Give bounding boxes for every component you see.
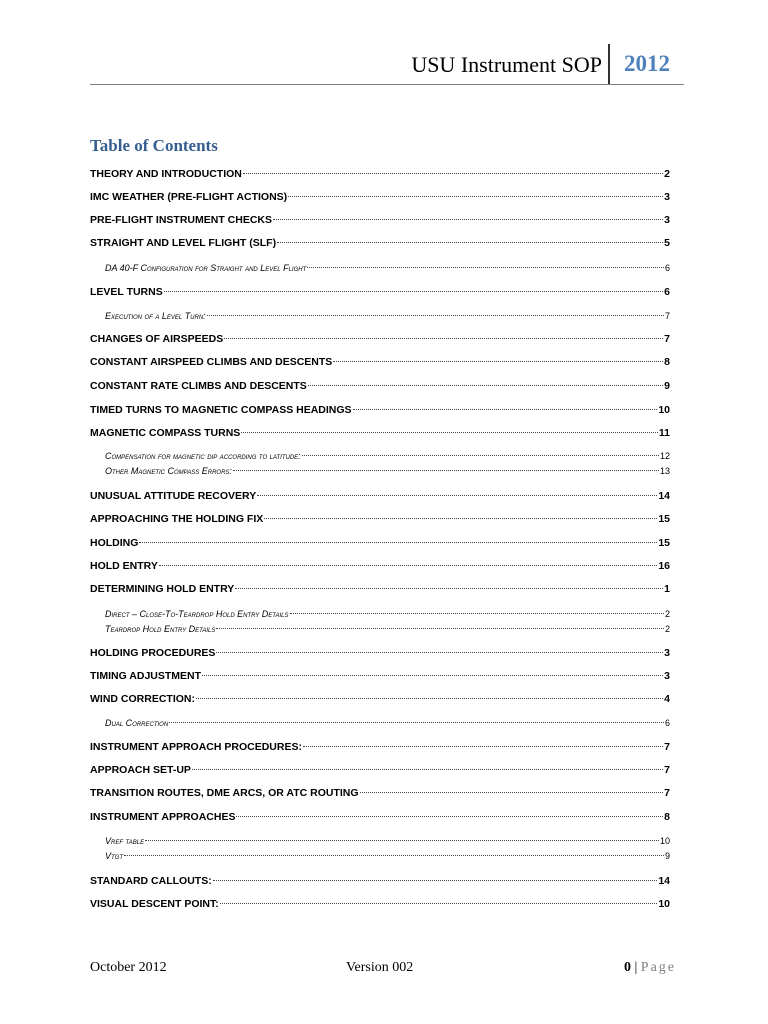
toc-subentry[interactable]: [105, 466, 670, 476]
toc-subentry[interactable]: [105, 609, 670, 619]
toc-entry-label: IMC WEATHER (PRE-FLIGHT ACTIONS): [90, 191, 288, 203]
toc-entry-page: 14: [658, 490, 670, 502]
toc-dot-leader: [164, 291, 663, 292]
toc-entry-label: INSTRUMENT APPROACH PROCEDURES:: [90, 741, 302, 753]
footer-version: Version 002: [346, 960, 414, 975]
toc-dot-leader: [139, 542, 657, 543]
toc-dot-leader: [145, 840, 659, 841]
toc-entry-label: TRANSITION ROUTES, DME ARCS, OR ATC ROUTING: [90, 787, 359, 799]
toc-entry[interactable]: [90, 404, 670, 416]
toc-entry[interactable]: [90, 237, 670, 249]
toc-entry-label: HOLDING: [90, 537, 139, 549]
footer-date: October 2012: [90, 960, 167, 975]
toc-dot-leader: [302, 455, 659, 456]
toc-entry-page: 1: [664, 583, 670, 595]
toc-entry-label: WIND CORRECTION:: [90, 693, 195, 705]
toc-dot-leader: [241, 432, 658, 433]
toc-entry[interactable]: [90, 741, 670, 753]
toc-dot-leader: [233, 470, 659, 471]
toc-entry[interactable]: [90, 168, 670, 180]
toc-entry[interactable]: [90, 490, 670, 502]
toc-dot-leader: [288, 196, 663, 197]
toc-entry-label: STRAIGHT AND LEVEL FLIGHT (SLF): [90, 237, 277, 249]
toc-entry-label: Teardrop Hold Entry Details: [105, 624, 216, 634]
toc-entry-label: STANDARD CALLOUTS:: [90, 875, 212, 887]
toc-dot-leader: [277, 242, 663, 243]
toc-entry-page: 6: [664, 286, 670, 298]
toc-dot-leader: [353, 409, 658, 410]
toc-entry-label: INSTRUMENT APPROACHES: [90, 811, 236, 823]
toc-dot-leader: [159, 565, 657, 566]
toc-entry[interactable]: [90, 811, 670, 823]
toc-entry[interactable]: [90, 380, 670, 392]
toc-entry-label: Execution of a Level Turn:: [105, 311, 206, 321]
toc-entry[interactable]: [90, 537, 670, 549]
page-number: 0: [623, 960, 631, 975]
toc-entry-label: VISUAL DESCENT POINT:: [90, 898, 219, 910]
toc-dot-leader: [216, 628, 664, 629]
toc-entry-page: 6: [664, 263, 670, 273]
toc-entry[interactable]: [90, 764, 670, 776]
toc-entry[interactable]: [90, 356, 670, 368]
toc-dot-leader: [264, 518, 657, 519]
toc-entry[interactable]: [90, 513, 670, 525]
toc-entry-label: CONSTANT AIRSPEED CLIMBS AND DESCENTS: [90, 356, 333, 368]
document-year: 2012: [624, 51, 670, 76]
toc-entry-page: 9: [664, 380, 670, 392]
toc-entry[interactable]: [90, 427, 670, 439]
toc-entry[interactable]: [90, 898, 670, 910]
toc-dot-leader: [308, 385, 663, 386]
header-divider: [608, 44, 610, 84]
toc-entry-page: 10: [658, 404, 670, 416]
toc-subentry[interactable]: [105, 263, 670, 273]
toc-entry-page: 2: [664, 609, 670, 619]
toc-dot-leader: [169, 722, 664, 723]
toc-dot-leader: [236, 816, 663, 817]
toc-dot-leader: [243, 173, 663, 174]
toc-entry-label: TIMED TURNS TO MAGNETIC COMPASS HEADINGS: [90, 404, 352, 416]
toc-entry-page: 3: [664, 214, 670, 226]
toc-entry-page: 9: [664, 851, 670, 861]
toc-entry-page: 8: [664, 356, 670, 368]
toc-dot-leader: [216, 652, 663, 653]
toc-entry-page: 7: [664, 333, 670, 345]
toc-entry[interactable]: [90, 787, 670, 799]
toc-dot-leader: [303, 746, 663, 747]
toc-dot-leader: [207, 315, 664, 316]
toc-subentry[interactable]: [105, 624, 670, 634]
toc-dot-leader: [224, 338, 663, 339]
toc-entry-label: CONSTANT RATE CLIMBS AND DESCENTS: [90, 380, 307, 392]
toc-entry-page: 3: [664, 670, 670, 682]
toc-entry-label: THEORY AND INTRODUCTION: [90, 168, 242, 180]
toc-dot-leader: [213, 880, 658, 881]
toc-entry-label: DETERMINING HOLD ENTRY: [90, 583, 235, 595]
toc-entry-label: PRE-FLIGHT INSTRUMENT CHECKS: [90, 214, 272, 226]
toc-entry-label: DA 40-F Configuration for Straight and Level Flight: [105, 263, 307, 273]
document-title: USU Instrument SOP: [411, 52, 602, 77]
toc-dot-leader: [196, 698, 663, 699]
toc-dot-leader: [202, 675, 663, 676]
toc-entry-page: 6: [664, 718, 670, 728]
toc-dot-leader: [290, 613, 664, 614]
toc-entry[interactable]: [90, 875, 670, 887]
toc-dot-leader: [235, 588, 663, 589]
toc-entry-label: Direct – Close-To-Teardrop Hold Entry Details: [105, 609, 289, 619]
toc-heading: Table of Contents: [90, 136, 218, 155]
toc-dot-leader: [307, 267, 664, 268]
toc-entry-page: 12: [659, 451, 670, 461]
toc-entry-page: 3: [664, 191, 670, 203]
toc-entry[interactable]: [90, 583, 670, 595]
toc-entry-page: 3: [664, 647, 670, 659]
toc-entry-page: 7: [664, 787, 670, 799]
footer-page-number: [624, 960, 676, 976]
toc-entry-page: 15: [658, 513, 670, 525]
toc-subentry[interactable]: [105, 718, 670, 728]
toc-entry-page: 7: [664, 741, 670, 753]
page-separator: |: [634, 960, 638, 975]
page-footer: [90, 960, 676, 980]
toc-entry[interactable]: [90, 191, 670, 203]
toc-entry[interactable]: [90, 647, 670, 659]
toc-entry-page: 14: [658, 875, 670, 887]
toc-entry-label: Other Magnetic Compass Errors:: [105, 466, 232, 476]
toc-entry[interactable]: [90, 214, 670, 226]
page-label: Page: [640, 960, 676, 975]
toc-dot-leader: [273, 219, 663, 220]
toc-entry-label: APPROACHING THE HOLDING FIX: [90, 513, 264, 525]
toc-dot-leader: [192, 769, 663, 770]
toc-subentry[interactable]: [105, 851, 670, 861]
toc-entry[interactable]: [90, 333, 670, 345]
toc-subentry[interactable]: [105, 836, 670, 846]
toc-dot-leader: [333, 361, 663, 362]
toc-entry-page: 7: [664, 311, 670, 321]
toc-entry[interactable]: [90, 693, 670, 705]
toc-entry-page: 2: [664, 624, 670, 634]
toc-entry-page: 15: [658, 537, 670, 549]
toc-entry-page: 2: [664, 168, 670, 180]
toc-entry[interactable]: [90, 286, 670, 298]
toc-subentry[interactable]: [105, 311, 670, 321]
toc-entry-label: CHANGES OF AIRSPEEDS: [90, 333, 224, 345]
toc-entry-label: Compensation for magnetic dip according to latitude:: [105, 451, 301, 461]
toc-entry-page: 13: [659, 466, 670, 476]
toc-entry-label: LEVEL TURNS: [90, 286, 163, 298]
toc-subentry[interactable]: [105, 451, 670, 461]
toc-entry-label: HOLD ENTRY: [90, 560, 158, 572]
toc-dot-leader: [220, 903, 658, 904]
toc-entry-label: HOLDING PROCEDURES: [90, 647, 216, 659]
toc-entry-page: 10: [659, 836, 670, 846]
toc-entry-label: Vref table: [105, 836, 145, 846]
toc-entry-page: 7: [664, 764, 670, 776]
toc-dot-leader: [124, 855, 664, 856]
toc-entry-label: MAGNETIC COMPASS TURNS: [90, 427, 241, 439]
toc-entry[interactable]: [90, 670, 670, 682]
toc-entry-page: 16: [658, 560, 670, 572]
toc-entry-label: Dual Correction: [105, 718, 169, 728]
toc-entry-label: TIMING ADJUSTMENT: [90, 670, 202, 682]
toc-dot-leader: [257, 495, 657, 496]
toc-dot-leader: [360, 792, 664, 793]
toc-entry-page: 5: [664, 237, 670, 249]
toc-entry-label: UNUSUAL ATTITUDE RECOVERY: [90, 490, 257, 502]
toc-entry-label: Vtgt: [105, 851, 123, 861]
toc-entry-page: 4: [664, 693, 670, 705]
toc-entry-page: 10: [658, 898, 670, 910]
toc-entry-page: 8: [664, 811, 670, 823]
toc-entry-label: APPROACH SET-UP: [90, 764, 191, 776]
toc-entry[interactable]: [90, 560, 670, 572]
page-header: [90, 44, 684, 85]
toc-entry-page: 11: [658, 427, 670, 439]
